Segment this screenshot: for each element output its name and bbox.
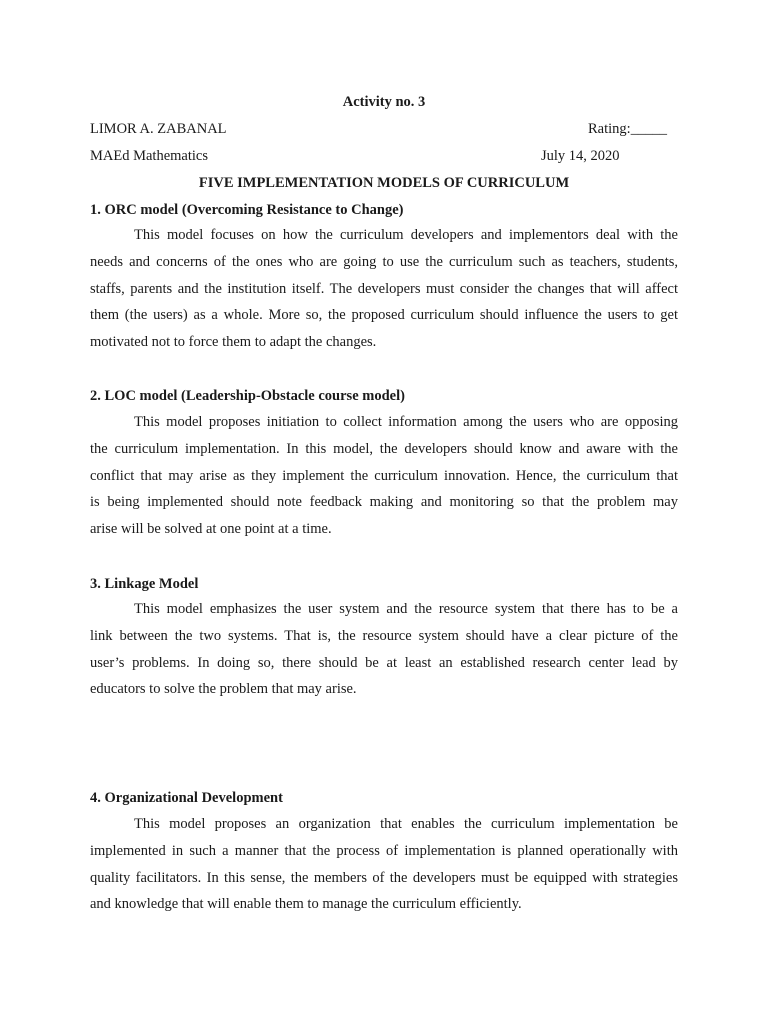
paragraph-line: quality facilitators. In this sense, the members of the developers must be equipped with strategies xyxy=(90,869,678,886)
paragraph-line: implemented in such a manner that the process of implementation is planned operationally with xyxy=(90,842,678,859)
paragraph-line: motivated not to force them to adapt the changes. xyxy=(90,334,377,351)
paragraph-line: This model emphasizes the user system and the resource system that there has to be a xyxy=(134,601,678,617)
paragraph-line: This model focuses on how the curriculum developers and implementors deal with the xyxy=(134,227,678,243)
section-paragraph xyxy=(90,222,678,356)
paragraph-line: the curriculum implementation. In this model, the developers should know and aware with the xyxy=(90,440,678,457)
paragraph-line: needs and concerns of the ones who are going to use the curriculum such as teachers, students, xyxy=(90,253,678,270)
section-paragraph xyxy=(90,811,678,918)
section-paragraph xyxy=(90,409,678,543)
program-label: MAEd Mathematics xyxy=(90,148,208,164)
section-heading: 1. ORC model (Overcoming Resistance to Change) xyxy=(90,202,404,218)
student-name: LIMOR A. ZABANAL xyxy=(90,121,227,137)
paragraph-line: educators to solve the problem that may arise. xyxy=(90,681,357,698)
date-label: July 14, 2020 xyxy=(541,148,620,164)
paragraph-line: them (the users) as a whole. More so, the proposed curriculum should influence the users to get xyxy=(90,307,678,324)
paragraph-line: is being implemented should note feedback making and monitoring so that the problem may xyxy=(90,494,678,511)
paragraph-line: and knowledge that will enable them to manage the curriculum efficiently. xyxy=(90,896,522,913)
paragraph-line: This model proposes initiation to collect information among the users who are opposing xyxy=(134,414,678,430)
section-paragraph xyxy=(90,596,678,703)
paragraph-line: conflict that may arise as they implement the curriculum innovation. Hence, the curriculum that xyxy=(90,467,678,484)
activity-label: Activity no. 3 xyxy=(342,94,426,110)
paragraph-line: This model proposes an organization that enables the curriculum implementation be xyxy=(134,816,678,832)
section-heading: 4. Organizational Development xyxy=(90,790,283,806)
document-title: FIVE IMPLEMENTATION MODELS OF CURRICULUM xyxy=(198,175,570,191)
rating-field: Rating:_____ xyxy=(588,121,667,137)
paragraph-line: arise will be solved at one point at a time. xyxy=(90,521,332,538)
paragraph-line: user’s problems. In doing so, there should be at least an established research center lead by xyxy=(90,654,678,671)
paragraph-line: link between the two systems. That is, the resource system should have a clear picture of the xyxy=(90,627,678,644)
section-heading: 2. LOC model (Leadership-Obstacle course model) xyxy=(90,388,405,404)
section-heading: 3. Linkage Model xyxy=(90,576,199,592)
paragraph-line: staffs, parents and the institution itself. The developers must consider the changes that will affect xyxy=(90,280,678,297)
